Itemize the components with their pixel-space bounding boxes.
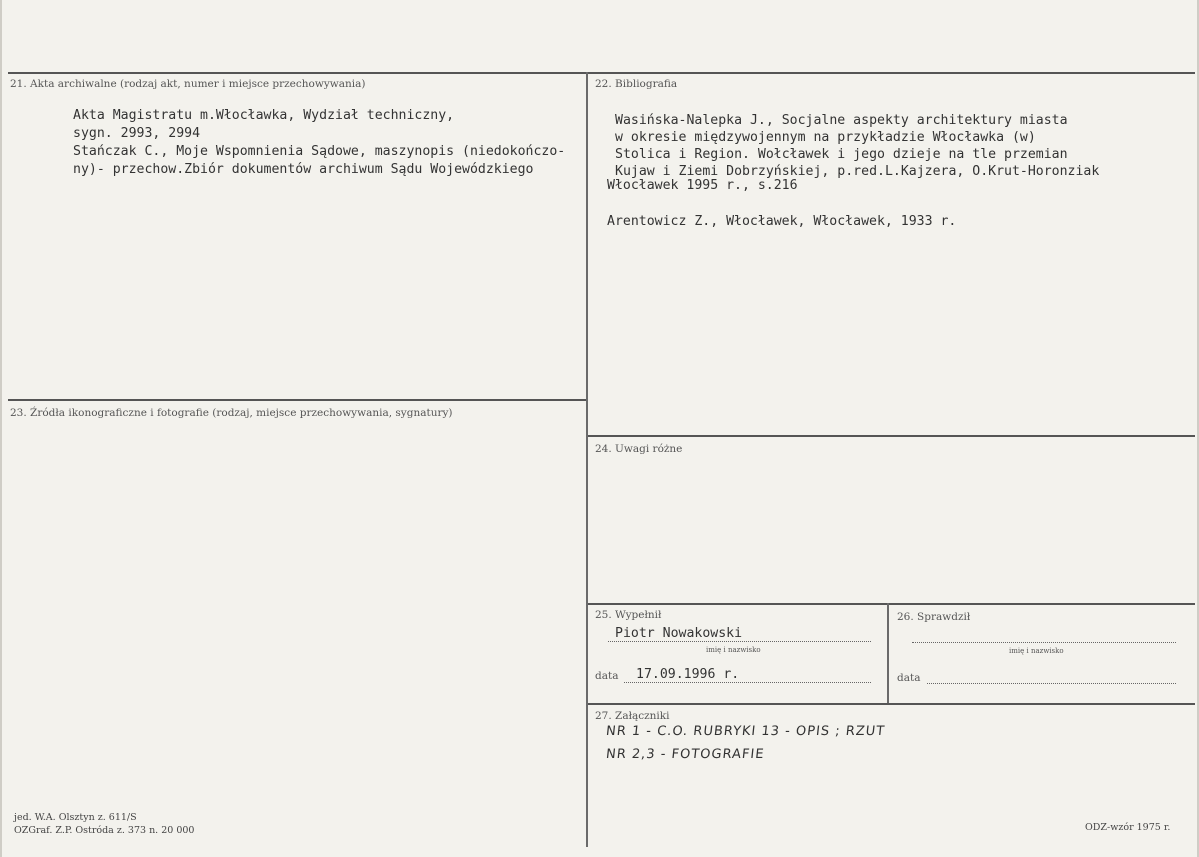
rule-below-22	[588, 435, 1195, 437]
section-22-line-6: Arentowicz Z., Włocławek, Włocławek, 1933 r.	[607, 214, 957, 229]
checked-by-date-label: data	[897, 672, 921, 684]
top-rule	[8, 72, 1195, 74]
section-22-label: 22. Bibliografia	[595, 78, 678, 90]
divider-25-26	[887, 603, 889, 703]
footer-print-line-1: jed. W.A. Olsztyn z. 611/S	[14, 812, 137, 823]
section-21-line-1: Akta Magistratu m.Włocławka, Wydział techniczny,	[73, 108, 455, 123]
section-22-line-1: Wasińska-Nalepka J., Socjalne aspekty architektury miasta	[615, 113, 1068, 128]
attachments-line-1: NR 1 - C.O. RUBRYKI 13 - OPIS ; RZUT	[605, 724, 886, 739]
checked-by-name-caption: imię i nazwisko	[1009, 647, 1064, 655]
section-26-label: 26. Sprawdził	[897, 611, 971, 623]
footer-print-line-2: OZGraf. Z.P. Ostróda z. 373 n. 20 000	[14, 825, 195, 836]
section-24-label: 24. Uwagi różne	[595, 443, 683, 455]
filled-by-date-line	[624, 682, 871, 683]
section-21-line-3: Stańczak C., Moje Wspomnienia Sądowe, maszynopis (niedokończo-	[73, 144, 566, 159]
filled-by-date-label: data	[595, 670, 619, 682]
section-21-line-4: ny)- przechow.Zbiór dokumentów archiwum Sądu Wojewódzkiego	[73, 162, 534, 177]
filled-by-name-caption: imię i nazwisko	[706, 646, 761, 654]
section-22-line-3: Stolica i Region. Wołcławek i jego dzieje na tle przemian	[615, 147, 1068, 162]
section-21-label: 21. Akta archiwalne (rodzaj akt, numer i miejsce przechowywania)	[10, 78, 366, 90]
attachments-line-2: NR 2,3 - FOTOGRAFIE	[605, 747, 766, 762]
filled-by-name-line	[608, 641, 871, 642]
checked-by-name-line	[912, 642, 1176, 643]
section-22-line-5: Włocławek 1995 r., s.216	[607, 178, 798, 193]
section-23-label: 23. Źródła ikonograficzne i fotografie (rodzaj, miejsce przechowywania, sygnatury)	[10, 407, 453, 419]
filled-by-name: Piotr Nowakowski	[615, 626, 743, 641]
center-divider	[586, 72, 588, 847]
section-22-line-2: w okresie międzywojennym na przykładzie Włocławka (w)	[615, 130, 1036, 145]
section-21-line-2: sygn. 2993, 2994	[73, 126, 201, 141]
footer-form-code: ODZ-wzór 1975 r.	[1085, 822, 1171, 833]
filled-by-date: 17.09.1996 r.	[636, 667, 740, 682]
section-25-label: 25. Wypełnił	[595, 609, 662, 621]
rule-below-21	[8, 399, 586, 401]
checked-by-date-line	[927, 683, 1176, 684]
rule-above-27	[588, 703, 1195, 705]
section-22-line-4: Kujaw i Ziemi Dobrzyńskiej, p.red.L.Kajzera, O.Krut-Horonziak	[615, 164, 1100, 179]
rule-above-25	[588, 603, 1195, 605]
section-27-label: 27. Załączniki	[595, 710, 670, 722]
